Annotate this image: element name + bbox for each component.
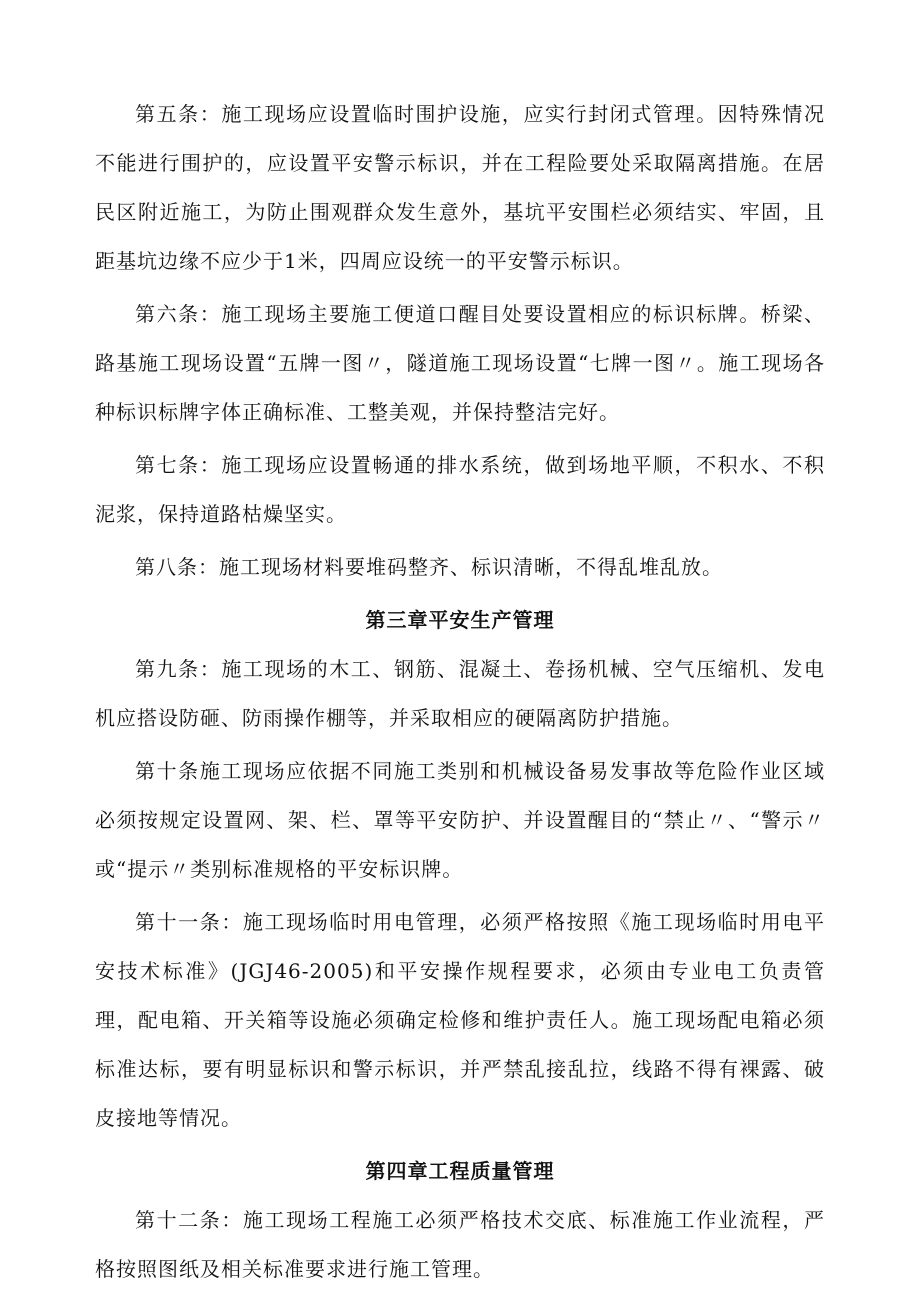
article-7: 第七条：施工现场应设置畅通的排水系统，做到场地平顺，不积水、不积泥浆，保持道路枯燥坚实。 <box>95 453 825 526</box>
article-11: 第十一条：施工现场临时用电管理，必须严格按照《施工现场临时用电平安技术标准》(JGJ46-2005)和平安操作规程要求，必须由专业电工负责管理，配电箱、开关箱等设施必须确定检修和维护责任人。施工现场配电箱必须标准达标，要有明显标识和警示标识，并严禁乱接乱拉，线路不得有裸露、破皮接地等情况。 <box>95 910 825 1130</box>
chapter-4-title: 第四章工程质量管理 <box>365 1159 555 1183</box>
article-10: 第十条施工现场应依据不同施工类别和机械设备易发事故等危险作业区域必须按规定设置网、架、栏、罩等平安防护、并设置醒目的“禁止〃、“警示〃或“提示〃类别标准规格的平安标识牌。 <box>95 759 825 881</box>
article-9: 第九条：施工现场的木工、钢筋、混凝土、卷扬机械、空气压缩机、发电机应搭设防砸、防雨操作棚等，并采取相应的硬隔离防护措施。 <box>95 657 825 730</box>
chapter-3-title: 第三章平安生产管理 <box>365 608 555 632</box>
article-12: 第十二条：施工现场工程施工必须严格技术交底、标准施工作业流程，严格按照图纸及相关标准要求进行施工管理。 <box>95 1208 825 1281</box>
article-5: 第五条：施工现场应设置临时围护设施，应实行封闭式管理。因特殊情况不能进行围护的，应设置平安警示标识，并在工程险要处采取隔离措施。在居民区附近施工，为防止围观群众发生意外，基坑平安围栏必须结实、牢固，且距基坑边缘不应少于1米，四周应设统一的平安警示标识。 <box>95 102 825 273</box>
article-6: 第六条：施工现场主要施工便道口醒目处要设置相应的标识标牌。桥梁、路基施工现场设置“五牌一图〃，隧道施工现场设置“七牌一图〃。施工现场各种标识标牌字体正确标准、工整美观，并保持整洁完好。 <box>95 302 825 424</box>
article-8: 第八条：施工现场材料要堆码整齐、标识清晰，不得乱堆乱放。 <box>135 555 723 579</box>
